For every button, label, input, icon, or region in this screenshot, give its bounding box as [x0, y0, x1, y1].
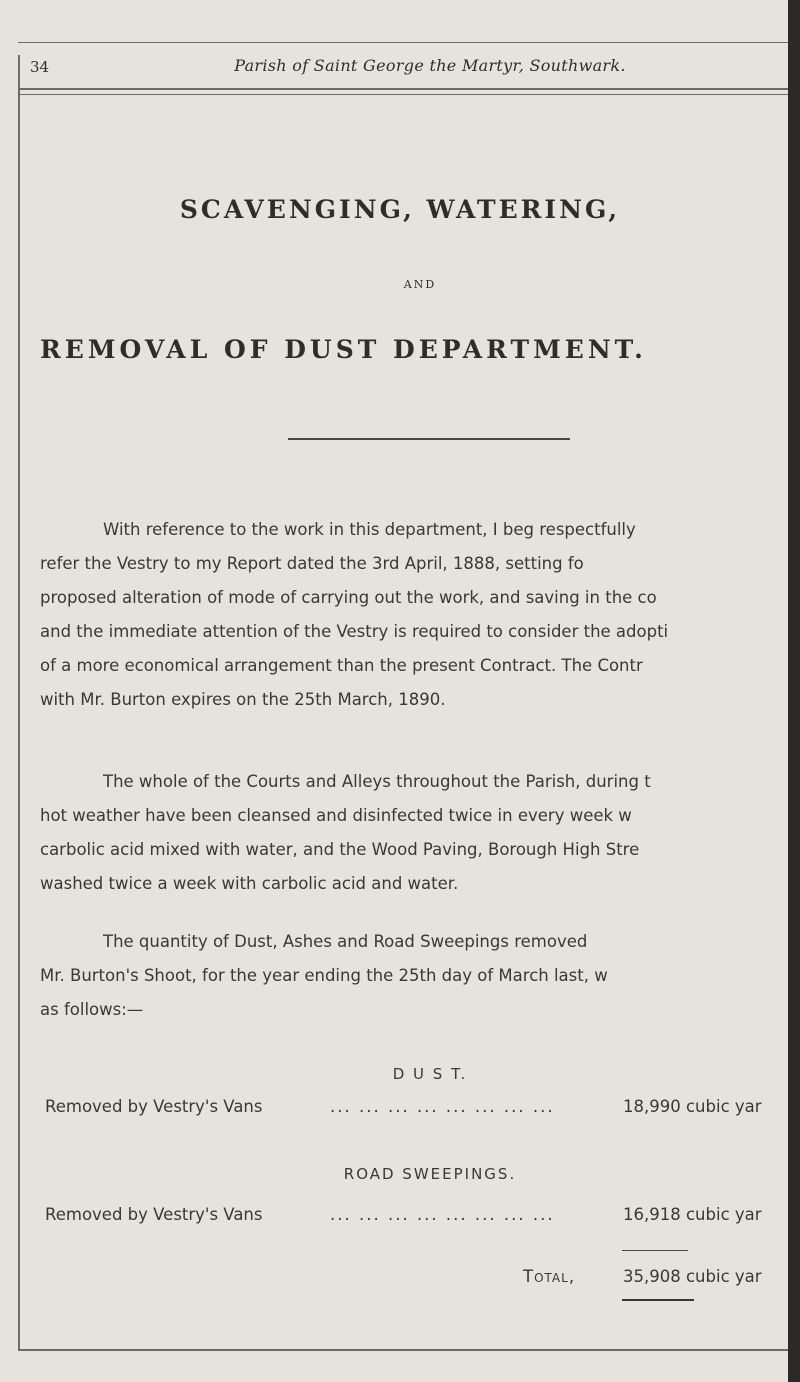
department-title-conjunction: AND: [403, 278, 437, 291]
header-rule-thin: [18, 94, 788, 95]
paragraph-courts-alleys: [40, 765, 780, 901]
entry-value: 16,918 cubic yar: [623, 1205, 762, 1224]
paragraph-line: proposed alteration of mode of carrying out the work, and saving in the co: [40, 588, 657, 607]
entry-dust-removed: [45, 1097, 790, 1121]
paragraph-line: The whole of the Courts and Alleys throughout the Parish, during t: [103, 772, 651, 791]
title-divider: [288, 438, 570, 440]
entry-value: 18,990 cubic yar: [623, 1097, 762, 1116]
department-title-line-1: SCAVENGING, WATERING,: [179, 195, 621, 224]
sum-rule: [622, 1250, 688, 1251]
page-border-bottom: [18, 1349, 788, 1351]
paragraph-line: refer the Vestry to my Report dated the 3rd April, 1888, setting fo: [40, 554, 584, 573]
header-rule-top: [18, 42, 788, 43]
page-border-left: [18, 55, 20, 1350]
header-rule: [18, 88, 788, 90]
total-row: [45, 1267, 790, 1291]
total-value: 35,908 cubic yar: [623, 1267, 762, 1286]
section-heading-dust: D U S T.: [392, 1065, 468, 1083]
paragraph-line: as follows:—: [40, 1000, 144, 1019]
dot-leader: ... ... ... ... ... ... ... ...: [330, 1097, 555, 1116]
total-label: Total,: [523, 1267, 576, 1286]
page-number: 34: [30, 58, 50, 76]
paragraph-line: hot weather have been cleansed and disinfected twice in every week w: [40, 806, 632, 825]
paragraph-quantity-removed: [40, 925, 780, 1027]
paragraph-line: washed twice a week with carbolic acid and water.: [40, 874, 459, 893]
paragraph-line: and the immediate attention of the Vestry is required to consider the adopti: [40, 622, 669, 641]
paragraph-line: carbolic acid mixed with water, and the Wood Paving, Borough High Stre: [40, 840, 640, 859]
paragraph-line: The quantity of Dust, Ashes and Road Sweepings removed: [103, 932, 588, 951]
paragraph-report-reference: [40, 513, 780, 717]
running-title: Parish of Saint George the Martyr, Southwark.: [234, 56, 626, 75]
entry-label: Removed by Vestry's Vans: [45, 1205, 263, 1224]
paragraph-line: with Mr. Burton expires on the 25th March, 1890.: [40, 690, 446, 709]
paragraph-line: of a more economical arrangement than the present Contract. The Contr: [40, 656, 643, 675]
entry-road-sweepings-removed: [45, 1205, 790, 1229]
paragraph-line: With reference to the work in this department, I beg respectfully: [103, 520, 636, 539]
paragraph-line: Mr. Burton's Shoot, for the year ending the 25th day of March last, w: [40, 966, 608, 985]
section-heading-road-sweepings: ROAD SWEEPINGS.: [343, 1165, 517, 1183]
department-title-line-2: REMOVAL OF DUST DEPARTMENT.: [40, 335, 647, 364]
entry-label: Removed by Vestry's Vans: [45, 1097, 263, 1116]
dot-leader: ... ... ... ... ... ... ... ...: [330, 1205, 555, 1224]
total-underline: [622, 1299, 694, 1301]
